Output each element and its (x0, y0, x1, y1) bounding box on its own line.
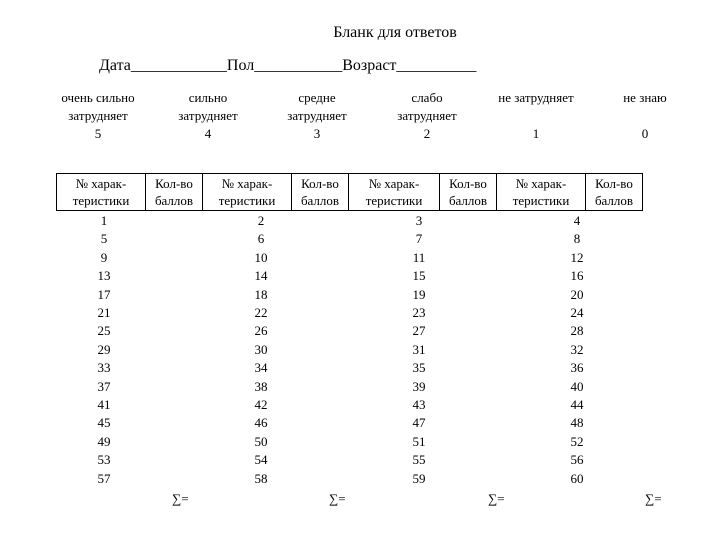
scale-item (367, 89, 487, 143)
characteristic-number: 12 (570, 249, 584, 265)
characteristic-number: 32 (570, 341, 584, 357)
header-characteristic-number: № харак- теристики (497, 174, 586, 211)
characteristic-number: 17 (97, 286, 111, 302)
characteristic-number: 41 (97, 397, 111, 413)
characteristic-number: 37 (97, 378, 111, 394)
characteristic-number: 47 (412, 415, 426, 431)
characteristic-number: 14 (254, 268, 268, 284)
scale-value: 3 (313, 126, 321, 141)
personal-fields[interactable]: Дата____________Пол___________Возраст__________ (99, 57, 477, 74)
characteristic-number: 24 (570, 305, 584, 321)
characteristic-number: 7 (415, 231, 423, 247)
characteristic-number: 30 (254, 341, 268, 357)
header-characteristic-number: № харак- теристики (57, 174, 146, 211)
scale-item (257, 89, 377, 143)
scale-label: не знаю (623, 90, 667, 105)
header-points: Кол-во баллов (146, 174, 203, 211)
header-characteristic-number: № харак- теристики (203, 174, 292, 211)
characteristic-number: 35 (412, 360, 426, 376)
characteristic-column (399, 212, 439, 488)
characteristic-number: 53 (97, 452, 111, 468)
sum-label: ∑= (172, 491, 189, 506)
characteristic-number: 11 (412, 249, 426, 265)
characteristic-number: 28 (570, 323, 584, 339)
scale-value: 4 (204, 126, 212, 141)
characteristic-number: 22 (254, 305, 268, 321)
characteristic-number: 18 (254, 286, 268, 302)
characteristic-number: 60 (570, 470, 584, 486)
characteristic-number: 1 (100, 213, 108, 228)
scale-value: 5 (94, 126, 102, 141)
characteristic-column (241, 212, 281, 488)
characteristic-number: 21 (97, 305, 111, 321)
characteristic-number: 36 (570, 360, 584, 376)
scale-value: 1 (532, 126, 540, 141)
answer-table (56, 173, 643, 211)
form-title: Бланк для ответов (333, 24, 457, 41)
characteristic-number: 23 (412, 305, 426, 321)
characteristic-number: 16 (570, 268, 584, 284)
characteristic-number: 52 (570, 433, 584, 449)
characteristic-number: 43 (412, 397, 426, 413)
characteristic-number: 57 (97, 470, 111, 486)
header-points: Кол-во баллов (292, 174, 349, 211)
characteristic-number: 51 (412, 433, 426, 449)
characteristic-number: 3 (415, 213, 423, 228)
characteristic-number: 55 (412, 452, 426, 468)
characteristic-number: 10 (254, 249, 268, 265)
characteristic-number: 19 (412, 286, 426, 302)
characteristic-number: 39 (412, 378, 426, 394)
header-points: Кол-во баллов (440, 174, 497, 211)
characteristic-number: 45 (97, 415, 111, 431)
answer-table-header (57, 174, 643, 211)
characteristic-column (84, 212, 124, 488)
scale-item (476, 89, 596, 143)
characteristic-number: 13 (97, 268, 111, 284)
characteristic-number: 50 (254, 433, 268, 449)
scale-value: 2 (423, 126, 431, 141)
characteristic-number: 8 (573, 231, 581, 247)
characteristic-number: 5 (100, 231, 108, 247)
characteristic-number: 15 (412, 268, 426, 284)
characteristic-number: 49 (97, 433, 111, 449)
characteristic-number: 20 (570, 286, 584, 302)
characteristic-number: 54 (254, 452, 268, 468)
scale-value: 0 (641, 126, 649, 141)
characteristic-number: 33 (97, 360, 111, 376)
characteristic-number: 40 (570, 378, 584, 394)
characteristic-number: 42 (254, 397, 268, 413)
sum-label: ∑= (645, 491, 662, 506)
scale-item (148, 89, 268, 143)
characteristic-column (557, 212, 597, 488)
characteristic-number: 2 (257, 213, 265, 228)
characteristic-number: 58 (254, 470, 268, 486)
characteristic-number: 27 (412, 323, 426, 339)
characteristic-number: 59 (412, 470, 426, 486)
characteristic-number: 48 (570, 415, 584, 431)
characteristic-number: 25 (97, 323, 111, 339)
characteristic-number: 6 (257, 231, 265, 247)
characteristic-number: 34 (254, 360, 268, 376)
scale-label: не затрудняет (498, 90, 574, 105)
characteristic-number: 46 (254, 415, 268, 431)
characteristic-number: 56 (570, 452, 584, 468)
characteristic-number: 38 (254, 378, 268, 394)
characteristic-number: 9 (100, 249, 108, 265)
scale-label: средне затрудняет (287, 90, 347, 123)
header-characteristic-number: № харак- теристики (349, 174, 440, 211)
characteristic-number: 4 (573, 213, 581, 228)
header-points: Кол-во баллов (586, 174, 643, 211)
scale-item (38, 89, 158, 143)
characteristic-number: 29 (97, 341, 111, 357)
scale-label: слабо затрудняет (397, 90, 457, 123)
sum-label: ∑= (488, 491, 505, 506)
sum-label: ∑= (329, 491, 346, 506)
scale-label: очень сильно затрудняет (61, 90, 135, 123)
scale-label: сильно затрудняет (178, 90, 238, 123)
characteristic-number: 31 (412, 341, 426, 357)
characteristic-number: 44 (570, 397, 584, 413)
characteristic-number: 26 (254, 323, 268, 339)
scale-item (585, 89, 705, 143)
